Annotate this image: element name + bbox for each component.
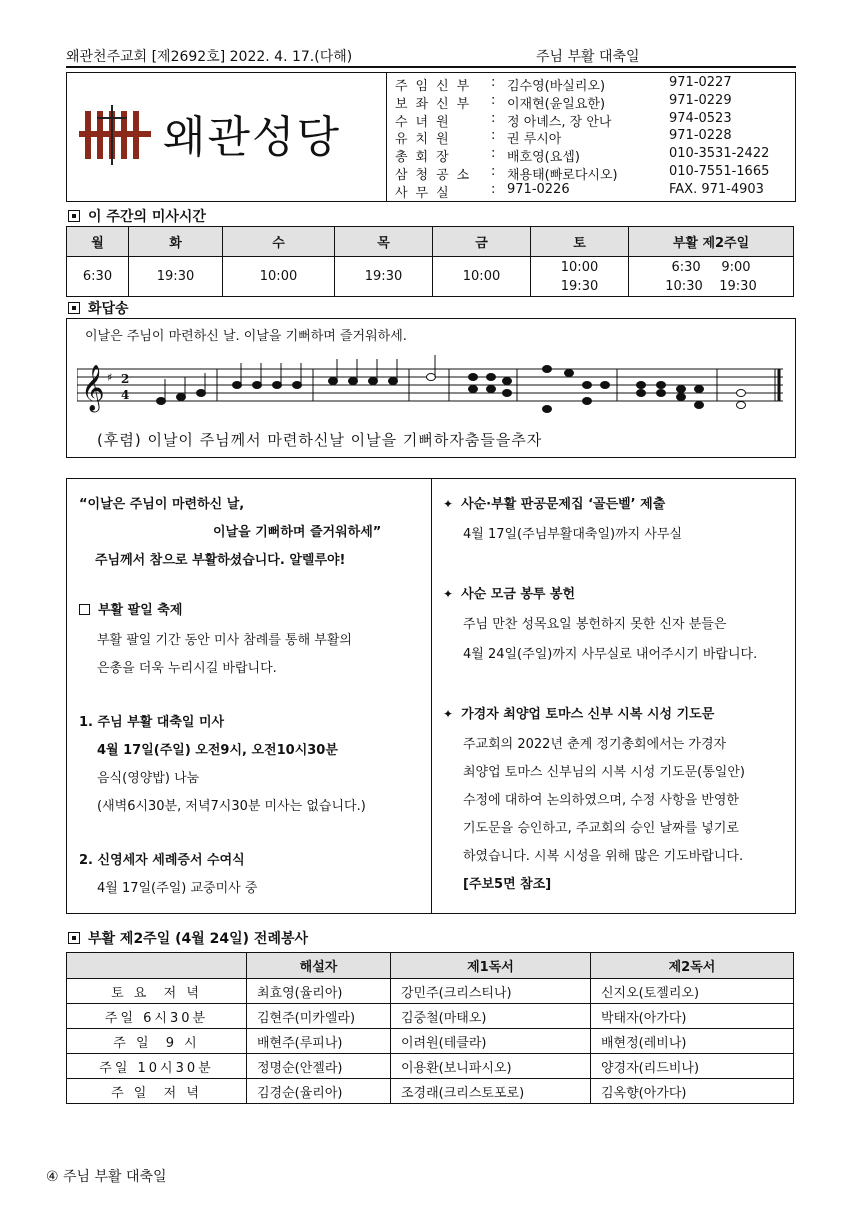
table-row: 주일 6시30분 김현주(미카엘라) 김중철(마태오) 박태자(아가다)	[67, 1004, 794, 1029]
table-row: 주 일 9 시 배현주(루피나) 이려원(테클라) 배현정(레비나)	[67, 1029, 794, 1054]
table-row: 주 일 저 녁 김경순(율리아) 조경래(크리스토포로) 김옥향(아가다)	[67, 1079, 794, 1104]
time-signature-top: 2	[121, 372, 130, 386]
parish-info-box	[66, 72, 796, 202]
checkbox-square-icon	[79, 604, 90, 615]
parish-logo-icon	[77, 105, 157, 165]
item1-line: 음식(영양밥) 나눔	[97, 771, 200, 786]
notice2-title: ✦ 사순 모금 봉투 봉헌	[443, 587, 576, 602]
notice2-body: 주님 만찬 성목요일 봉헌하지 못한 신자 분들은	[463, 617, 727, 632]
notice3-body: 기도문을 승인하고, 주교회의 승인 날짜를 넣기로	[463, 821, 739, 836]
notice3-reference: [주보5면 참조]	[463, 877, 552, 892]
staff-row: 사무실 : 971-0226 FAX. 971-4903	[395, 181, 764, 201]
feast-title: 주님 부활 대축일	[536, 49, 640, 65]
staff-row: 유치원 : 권 루시아 971-0228	[395, 128, 732, 148]
bulletin-issue: 왜관천주교회 [제2692호] 2022. 4. 17.(다해)	[66, 49, 353, 65]
liturgy-roles-table	[66, 952, 794, 1104]
notice2-body: 4월 24일(주일)까지 사무실로 내어주시기 바랍니다.	[463, 647, 758, 662]
notice3-title: ✦ 가경자 최양업 토마스 신부 시복 시성 기도문	[443, 707, 715, 722]
header-rule	[66, 66, 796, 68]
liturgy-roles-title: 부활 제2주일 (4월 24일) 전례봉사	[68, 928, 308, 948]
item1-line: (새벽6시30분, 저녁7시30분 미사는 없습니다.)	[97, 799, 366, 814]
notice1-title: ✦ 사순·부활 판공문제집 ‘골든벨’ 제출	[443, 497, 666, 512]
table-row: 주일 10시30분 정명순(안젤라) 이용환(보니파시오) 양경자(리드비나)	[67, 1054, 794, 1079]
notice3-body: 수정에 대하여 논의하였으며, 수정 사항을 반영한	[463, 793, 739, 808]
time-signature-bottom: 4	[121, 388, 130, 402]
octave-body: 부활 팔일 기간 동안 미사 참례를 통해 부활의	[97, 633, 352, 648]
staff-row: 삼청공소 : 채용태(빠로다시오) 010-7551-1665	[395, 163, 770, 183]
sparkle-icon: ✦	[443, 707, 454, 721]
easter-quote-line2: 이날을 기뻐하며 즐거워하세”	[213, 525, 382, 540]
antiphon-title: 화답송	[68, 298, 129, 318]
refrain-lyrics: (후렴) 이날이 주님께서 마련하신날 이날을 기뻐하자춤들을추자	[97, 431, 543, 449]
treble-clef-icon: 𝄞	[81, 365, 105, 411]
checkbox-square-icon	[68, 302, 80, 314]
checkbox-square-icon	[68, 932, 80, 944]
staff-row: 총회장 : 배호영(요셉) 010-3531-2422	[395, 146, 770, 166]
notice1-body: 4월 17일(주님부활대축일)까지 사무실	[463, 527, 683, 542]
item2-title: 2. 신영세자 세례증서 수여식	[79, 853, 245, 868]
column-divider	[431, 479, 432, 913]
notice3-body: 하였습니다. 시복 시성을 위해 많은 기도바랍니다.	[463, 849, 744, 864]
sparkle-icon: ✦	[443, 587, 454, 601]
mass-schedule-table	[66, 226, 794, 297]
item1-title: 1. 주님 부활 대축일 미사	[79, 715, 225, 730]
easter-quote-line1: “이날은 주님이 마련하신 날,	[79, 497, 245, 512]
mass-schedule-title: 이 주간의 미사시간	[68, 206, 206, 226]
announcements-box	[66, 478, 796, 914]
antiphon-box	[66, 318, 796, 458]
staff-row: 수녀원 : 정 아녜스, 장 안나 974-0523	[395, 110, 732, 130]
logo-cell	[67, 73, 387, 201]
table-row: 6:30 19:30 10:00 19:30 10:00 10:00 19:30 6:30 9:00 10:30 19:30	[67, 257, 794, 297]
header	[66, 46, 796, 68]
item1-line: 4월 17일(주일) 오전9시, 오전10시30분	[97, 743, 338, 758]
notice3-body: 주교회의 2022년 춘계 정기총회에서는 가경자	[463, 737, 727, 752]
parish-logo-text: 왜관성당	[163, 112, 342, 163]
staff-row: 보좌신부 : 이재현(윤일요한) 971-0229	[395, 92, 732, 112]
antiphon-text: 이날은 주님이 마련하신 날. 이날을 기뻐하며 즐거워하세.	[85, 329, 407, 344]
staff-row: 주임신부 : 김수영(바실리오) 971-0227	[395, 75, 732, 94]
sparkle-icon: ✦	[443, 497, 454, 511]
checkbox-square-icon	[68, 210, 80, 222]
table-header-row: 월 화 수 목 금 토 부활 제2주일	[67, 227, 794, 257]
music-staff	[77, 349, 787, 425]
sharp-icon: ♯	[107, 371, 113, 384]
table-row: 토 요 저 녁 최효영(율리아) 강민주(크리스티나) 신지오(토젤리오)	[67, 979, 794, 1004]
staff-list	[395, 75, 795, 200]
table-header-row: 해설자 제1독서 제2독서	[67, 953, 794, 979]
page-footer: ④ 주님 부활 대축일	[46, 1169, 167, 1185]
notice3-body: 최양업 토마스 신부님의 시복 시성 기도문(통일안)	[463, 765, 745, 780]
item2-line: 4월 17일(주일) 교중미사 중	[97, 881, 258, 896]
octave-title: 부활 팔일 축제	[79, 599, 182, 618]
octave-body: 은총을 더욱 누리시길 바랍니다.	[97, 661, 277, 676]
easter-acclamation: 주님께서 참으로 부활하셨습니다. 알렐루야!	[95, 553, 346, 568]
